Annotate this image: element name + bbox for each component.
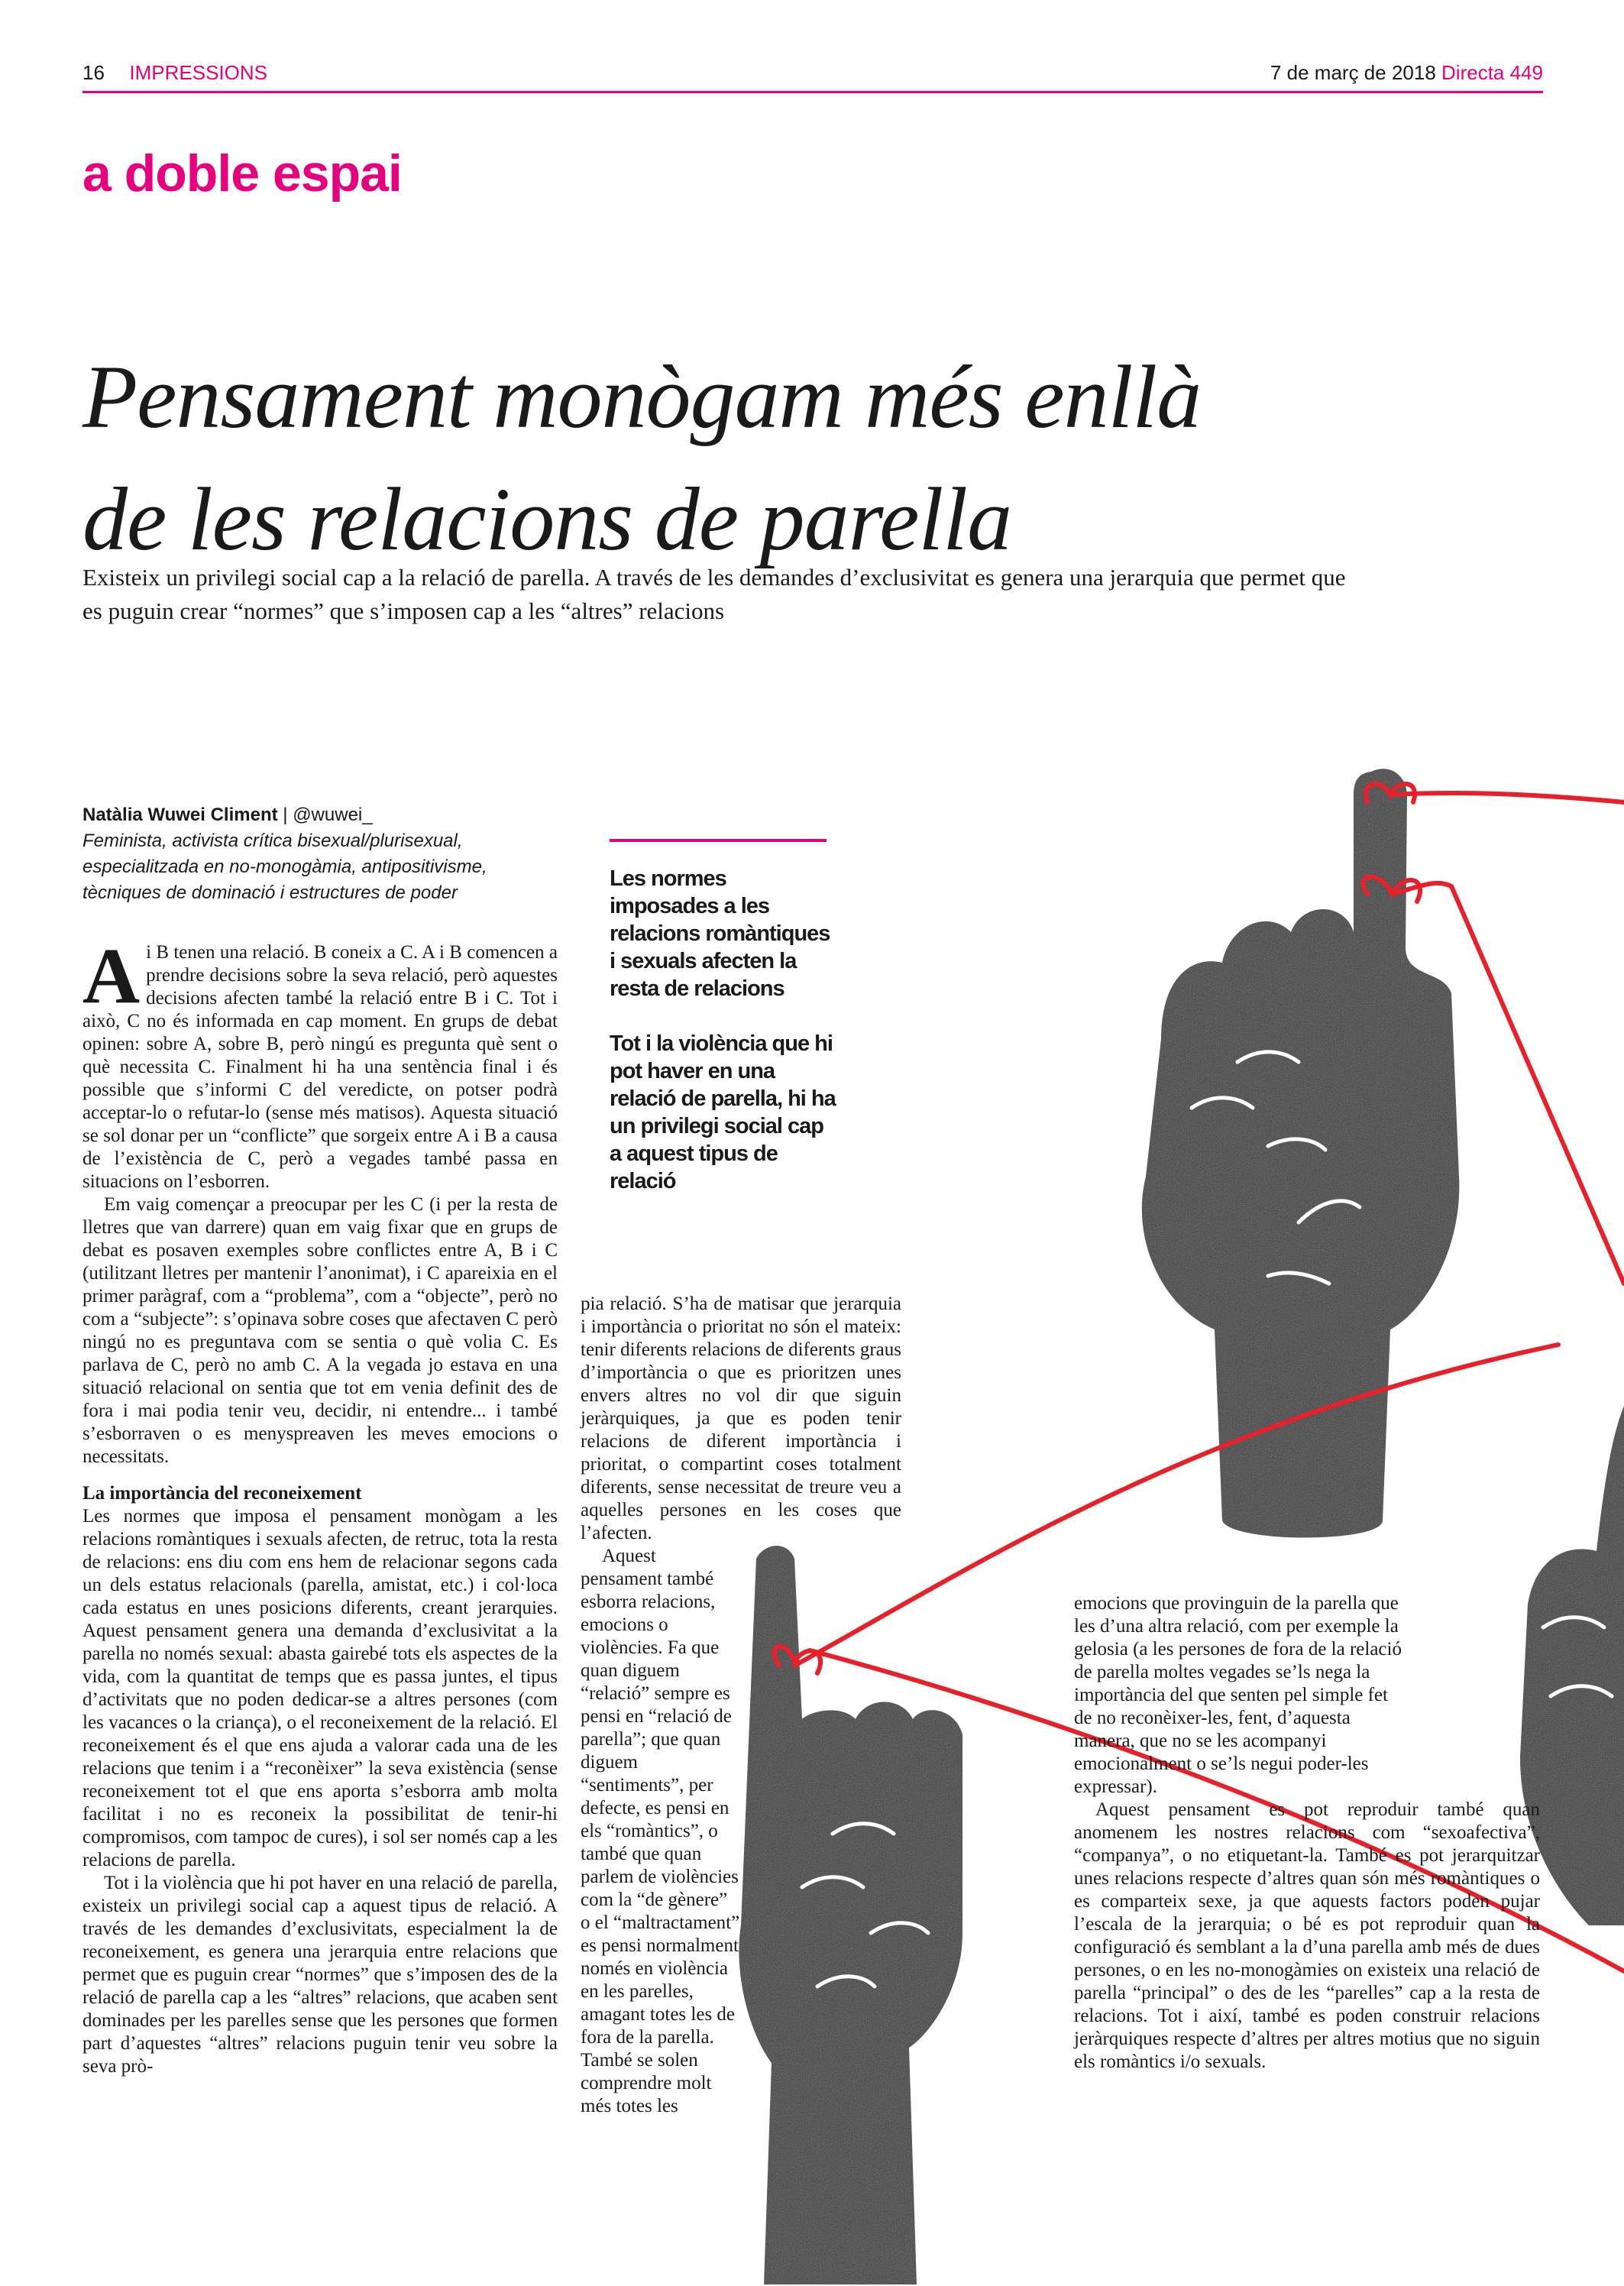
paragraph-5: pia relació. S’ha de matisar que jerarquia i importància o prioritat no són el mateix: tenir diferents relacions de diferents graus d’importància o que es prioritzen unes envers altres no vol dir que siguin jeràrquiques, ja que es poden tenir relacions de diferent importància i prioritat, o compartint coses totalment diferents, sense necessitat de treure veu a aquelles persones en les coses que l’afecten. — [581, 1294, 901, 1543]
hand-1-icon — [1142, 769, 1459, 1537]
subheading: La importància del reconeixement — [82, 1483, 362, 1504]
header-divider — [82, 91, 1543, 93]
paragraph-4: Tot i la violència que hi pot haver en una relació de parella, existeix un privilegi social cap a aquest tipus de relació. A través de les demandes d’exclusivitats, especialment la de reconeixement, es genera una jerarquia entre relacions que permet que es puguin crear “normes” que s’imposen des de la relació de parella cap a les “altres” relacions, que acaben sent dominades per les parelles sense que les persones que formen part d’aquestes “altres” relacions puguin tenir veu sobre la seva prò- — [82, 1873, 558, 2077]
page-header — [82, 61, 1543, 89]
pullquote-1: Les normes imposades a les relacions romàntiques i sexuals afecten la resta de relacions — [610, 866, 830, 1001]
author-handle: @wuwei_ — [293, 805, 373, 825]
paragraph-3: Les normes que imposa el pensament monògam a les relacions romàntiques i sexuals afecten, de retruc, tota la resta de relacions: ens diu com ens hem de relacionar segons cada un dels estatus relacionals (parella, amistat, etc.) i col·loca cada estatus en unes posicions diferents, creant jerarquies. Aquest pensament genera una demanda d’exclusivitat a la parella no només sexual: abasta gairebé tots els aspectes de la vida, com la quantitat de temps que es passa juntes, el tipus d’activitats que no poden dedicar-se a altres persones (com les vacances o la criança), o el reconeixement de la relació. El reconeixement és el que ens ajuda a valorar cada una de les relacions que tenim i a “reconèixer” la seva existència (sense reconeixement tot el que ens aporta s’esborra amb molta facilitat i no es reconeix la possibilitat de tenir-hi compromisos, com tampoc de cures), i sol ser només cap a les relacions de parella. — [82, 1506, 558, 1870]
body-column-1 — [82, 932, 558, 2078]
byline — [82, 802, 556, 906]
byline-separator: | — [277, 805, 293, 825]
paragraph-8: Aquest pensament es pot reproduir també quan anomenem les nostres relacions com “sexoafectiva”, “companya”, o no etiquetant-la. També es pot jerarquitzar unes relacions respecte d’altres quan són més romàntiques o es comparteix sexe, ja que aquests factors poden pujar l’escala de la jerarquia; o bé es pot reproduir quan la configuració és semblant a la d’una parella amb més de dues persones, o en les no-monogàmies on existeix una relació de parella “principal” o des de les “parelles” cap a la resta de relacions. Tot i així, també es poden construir relacions jeràrquiques respecte d’altres per altres motius que no siguin els romàntics i/o sexuals. — [1074, 1799, 1540, 2072]
author-name: Natàlia Wuwei Climent — [82, 805, 278, 825]
issue-number: Directa 449 — [1441, 61, 1543, 84]
page-number: 16 — [82, 61, 105, 84]
body-column-2 — [581, 1293, 901, 2118]
drop-cap: A — [82, 932, 141, 1020]
paragraph-1: i B tenen una relació. B coneix a C. A i B comencen a prendre decisions sobre la seva relació, però aquestes decisions afecten també la relació entre B i C. Tot i això, C no és informada en cap moment. En grups de debat opinen: sobre A, sobre B, però ningú es pregunta què sent o què necessita C. Finalment hi ha una sentència final i és possible que s’informi C del veredicte, on potser podrà acceptar-lo o refutar-lo (sense més matisos). Aquesta situació se sol donar per un “conflicte” que sorgeix entre A i B a causa de l’existència de C, però a vegades també passa en situacions on l’esborren. — [82, 942, 558, 1192]
headline-line-1: Pensament monògam més enllà — [82, 347, 1202, 447]
body-column-3 — [1074, 1592, 1540, 2074]
column-title: a doble espai — [82, 144, 402, 202]
issue-date: 7 de març de 2018 — [1270, 61, 1436, 84]
pullquote-2: Tot i la violència que hi pot haver en una relació de parella, hi ha un privilegi social cap a aquest tipus de relació — [610, 1031, 836, 1193]
article-standfirst: Existeix un privilegi social cap a la relació de parella. A través de les demandes d’exclusivitat es genera una jerarquia que permet que es puguin crear “normes” que s’imposen cap a les “altres” relacions — [82, 564, 1346, 624]
paragraph-7: emocions que provinguin de la parella que les d’una altra relació, com per exemple la gelosia (a les persones de fora de la relació de parella moltes vegades se’ls nega la importància del que senten pel simple fet de no reconèixer-les, fent, d’aquesta manera, que no se les acompanyi emocionalment o se’ls negui poder-les expressar). — [1074, 1593, 1402, 1797]
section-label: IMPRESSIONS — [129, 61, 267, 84]
article-headline — [82, 336, 1381, 581]
paragraph-2: Em vaig començar a preocupar per les C (i per la resta de lletres que van darrere) quan em vaig fixar que en grups de debat es posaven exemples sobre conflictes entre A, B i C (utilitzant lletres per mantenir l’anonimat), i C apareixia en el primer paràgraf, com a “problema”, com a “objecte”, però no com a “subjecte”: s’opinava sobre coses que afectaven C però ningú no es preguntava com se sentia o què volia C. Es parlava de C, però no amb C. A la vegada jo estava en una situació relacional on sentia que tot em venia definit des de fora i mai podia tenir veu, decidir, ni entendre... i també s’esborraven o es menyspreaven les meves emocions o necessitats. — [82, 1194, 558, 1467]
paragraph-6: Aquest pensament també esborra relacions, emocions o violències. Fa que quan diguem “relació” sempre es pensi en “relació de parella”; que quan diguem “sentiments”, per defecte, es pensi en els “romàntics”, o també que quan parlem de violències com la “de gènere” o el “maltractament” es pensi normalment només en violència en les parelles, amagant totes les de fora de la parella. També se solen comprendre molt més totes les — [581, 1546, 740, 2116]
headline-line-2: de les relacions de parella — [82, 469, 1012, 569]
author-bio: Feminista, activista crítica bisexual/plurisexual, especialitzada en no-monogàmia, antipositivisme, tècniques de dominació i estructures de poder — [82, 831, 487, 903]
